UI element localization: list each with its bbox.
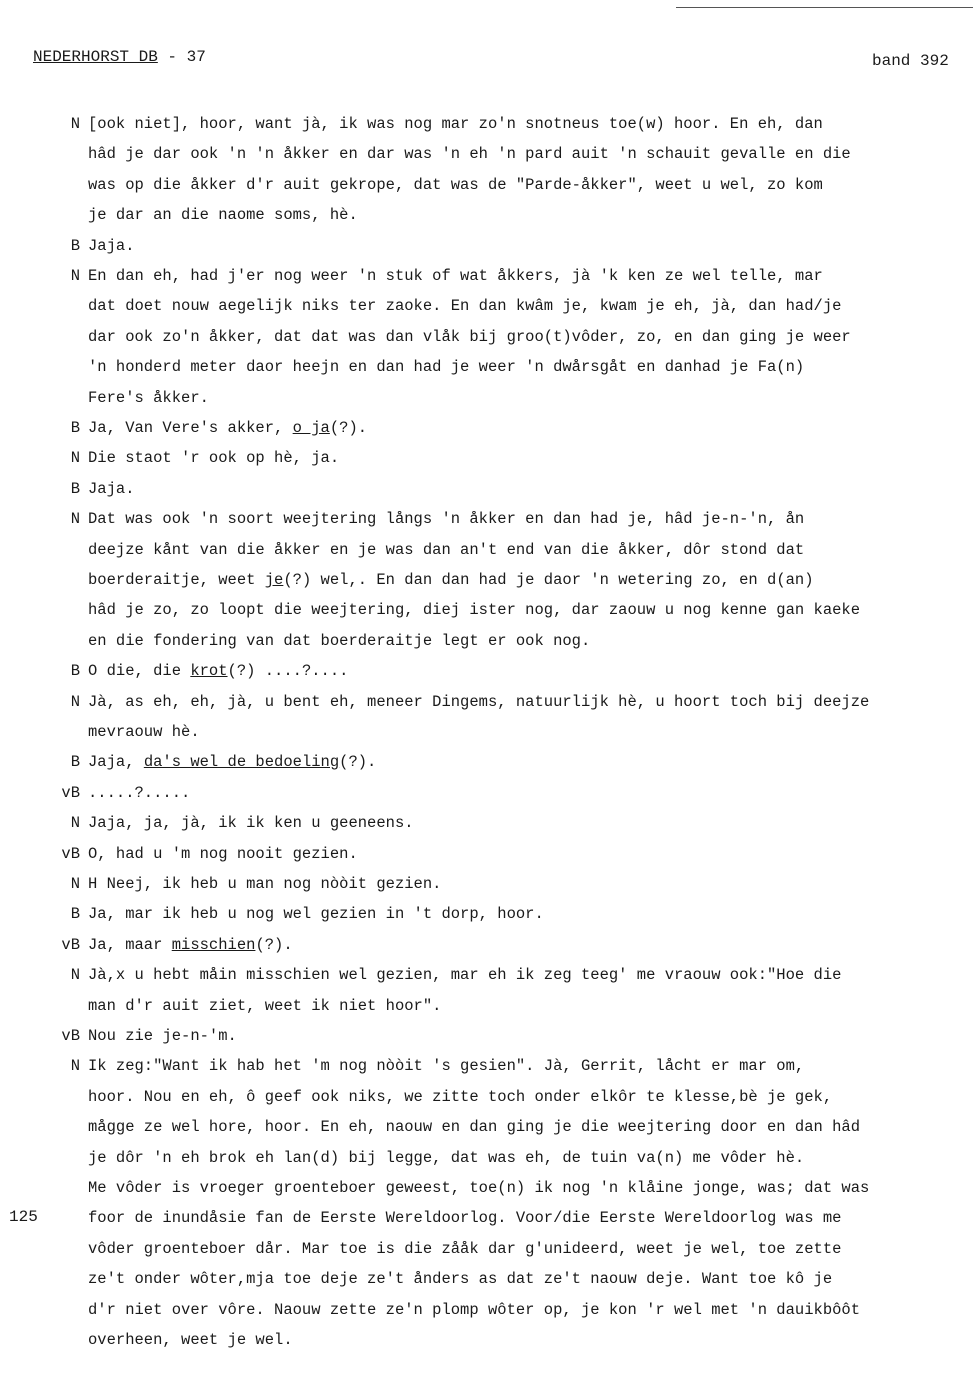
underlined-text: krot [190,662,228,681]
speaker-label: N [70,875,80,893]
line-text: Jà,x u hebt måin misschien wel gezien, mar eh ik zeg teeg' me vraouw ook:"Hoe die [88,966,842,985]
speaker-label: N [70,966,80,985]
line-text: dat doet nouw aegelijk niks ter zaoke. En dan kwâm je, kwam je eh, jà, dan had/je [88,297,842,316]
line-text: deejze kånt van die åkker en je was dan an't end van die åkker, dôr stond dat [88,540,805,559]
line-text: Jà, as eh, eh, jà, u bent eh, meneer Dingems, natuurlijk hè, u hoort toch bij deejze [88,692,870,711]
line-text: .....?..... [88,783,191,802]
speaker-label: B [70,905,80,924]
speaker-label: N [70,115,80,133]
speaker-label: B [70,236,80,255]
speaker-label: vB [61,783,80,802]
line-text: Jaja, ja, jà, ik ik ken u geeneens. [88,814,414,833]
speaker-label: vB [61,844,80,863]
margin-line-number: 125 [9,1208,38,1227]
line-text: hâd je zo, zo loopt die weejtering, diej ister nog, dar zaouw u nog kenne gan kaeke [88,601,861,620]
speaker-label: vB [61,1027,80,1045]
line-text: d'r niet over vôre. Naouw zette ze'n plomp wôter op, je kon 'r wel met 'n dauikbôôt [88,1300,861,1319]
underlined-text: je [264,571,284,589]
line-text: was op die åkker d'r auit gekrope, dat was de "Parde-åkker", weet u wel, zo kom [88,175,823,194]
line-text: overheen, weet je wel. [88,1331,293,1349]
speaker-label: B [70,753,80,772]
line-text: je dôr 'n eh brok eh lan(d) bij legge, dat was eh, de tuin va(n) me vôder hè. [88,1148,805,1167]
line-text: hâd je dar ook 'n 'n åkker en dar was 'n eh 'n pard auit 'n schauit gevalle en die [88,145,851,164]
line-text: man d'r auit ziet, weet ik niet hoor". [88,996,442,1015]
header-title: NEDERHORST DB [33,48,158,66]
line-text: Jaja, da's wel de bedoeling(?). [88,753,377,772]
line-text: Ik zeg:"Want ik hab het 'm nog nòòit 's gesien". Jà, Gerrit, låcht er mar om, [88,1057,805,1076]
line-text: boerderaitje, weet je(?) wel,. En dan dan had je daor 'n wetering zo, en d(an) [88,571,814,589]
line-text: hoor. Nou en eh, ô geef ook niks, we zitte toch onder elkôr te klesse,bè je gek, [88,1087,833,1106]
line-text: H Neej, ik heb u man nog nòòit gezien. [88,875,442,893]
line-text: vôder groenteboer dår. Mar toe is die zååk dar g'unideerd, weet je wel, toe zette [88,1239,842,1258]
speaker-label: N [70,449,80,468]
line-text: ze't onder wôter,mja toe deje ze't ånders as dat ze't naouw deje. Want toe kô je [88,1270,833,1289]
line-text: Dat was ook 'n soort weejtering långs 'n åkker en dan had je, hâd je-n-'n, ån [88,510,805,529]
line-text: Ja, maar misschien(?). [88,935,293,954]
underlined-text: da's wel de bedoeling [143,753,340,772]
speaker-label: vB [61,935,80,954]
line-text: foor de inundåsie fan de Eerste Wereldoorlog. Voor/die Eerste Wereldoorlog was me [88,1209,842,1228]
line-text: Me vôder is vroeger groenteboer geweest, toe(n) ik nog 'n klåine jonge, was; dat was [88,1179,870,1197]
line-text: O, had u 'm nog nooit gezien. [88,844,358,863]
line-text: En dan eh, had j'er nog weer 'n stuk of wat åkkers, jà 'k ken ze wel telle, mar [88,267,823,285]
line-text: Ja, mar ik heb u nog wel gezien in 't dorp, hoor. [88,905,544,924]
speaker-label: B [70,479,80,498]
speaker-label: N [70,692,80,711]
speaker-label: N [70,267,80,285]
line-text: mågge ze wel hore, hoor. En eh, naouw en dan ging je die weejtering door en dan hâd [88,1118,861,1137]
line-text: Jaja. [88,236,135,255]
page-header-right: band 392 [872,52,949,70]
header-page-number: - 37 [157,48,206,66]
line-text: Nou zie je-n-'m. [88,1027,237,1045]
underlined-text: o ja [292,419,330,437]
speaker-label: N [70,1057,80,1076]
speaker-label: B [70,662,80,681]
line-text: Fere's åkker. [88,388,209,407]
line-text: Die staot 'r ook op hè, ja. [88,449,340,468]
line-text: 'n honderd meter daor heejn en dan had je weer 'n dwårsgåt en danhad je Fa(n) [88,358,805,377]
line-text: Ja, Van Vere's akker, o ja(?). [88,419,368,437]
line-text: [ook niet], hoor, want jà, ik was nog mar zo'n snotneus toe(w) hoor. En eh, dan [88,115,823,133]
speaker-label: N [70,510,80,529]
line-text: dar ook zo'n åkker, dat dat was dan vlåk bij groo(t)vôder, zo, en dan ging je weer [88,327,851,346]
line-text: en die fondering van dat boerderaitje legt er ook nog. [88,631,591,650]
line-text: Jaja. [88,479,135,498]
line-text: O die, die krot(?) ....?.... [88,662,349,681]
speaker-label: N [70,814,80,833]
line-text: mevraouw hè. [88,723,200,741]
line-text: je dar an die naome soms, hè. [88,206,358,225]
speaker-label: B [70,419,80,437]
underlined-text: misschien [171,935,256,954]
